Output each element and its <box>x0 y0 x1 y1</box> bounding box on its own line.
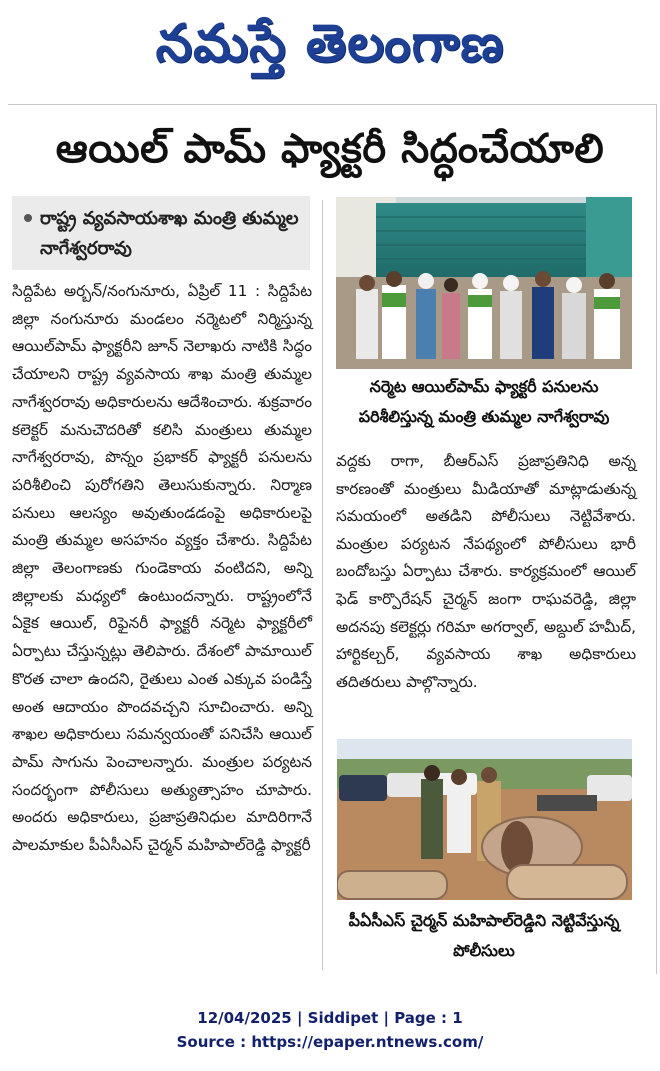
masthead-title: నమస్తే తెలంగాణ <box>155 13 505 74</box>
newspaper-masthead <box>0 0 660 100</box>
article-body-left-column <box>12 278 312 974</box>
bullet-icon <box>24 214 32 222</box>
page-footer <box>0 1006 660 1056</box>
article-headline: ఆయిల్ పామ్ ఫ్యాక్టరీ సిద్ధంచేయాలి <box>55 126 605 172</box>
factory-inspection-photo <box>336 197 632 369</box>
article-subdeck <box>12 196 310 270</box>
body-text-left: సిద్దిపేట అర్బన్/నంగునూరు, ఏప్రిల్ 11 : సిద్దిపేట జిల్లా నంగునూరు మండలం నర్మెటలో నిర్మిస్తున్న ఆయిల్‌పామ్ ఫ్యాక్టరీని జూన్ నెలాఖరు నాటికి సిద్ధం చేయాలని రాష్ట్ర వ్యవసాయ శాఖ మంత్రి తుమ్మల నాగేశ్వరరావు అధికారులను ఆదేశించారు. శుక్రవారం కలెక్టర్ మనుచౌదరితో కలిసి మంత్రులు తుమ్మల నాగేశ్వరరావు, పొన్నం ప్రభాకర్ ఫ్యాక్టరీ పనులను పరిశీలించి పురోగతిని తెలుసుకున్నారు. నిర్మాణ పనులు ఆలస్యం అవుతుండడంపై అధికారులపై మంత్రి తుమ్మల అసహనం వ్యక్తం చేశారు. సిద్దిపేట జిల్లా తెలంగాణకు గుండెకాయ వంటిదని, అన్ని జిల్లాలకు మధ్యలో ఉంటుందన్నారు. రాష్ట్రంలోనే ఏకైక ఆయిల్, రిఫైనరీ ఫ్యాక్టరీ నర్మెట ఫ్యాక్టరీలో ఏర్పాటు చేస్తున్నట్లు తెలిపారు. దేశంలో పామాయిల్ కొరత చాలా ఉందని, రైతులు ఎంత ఎక్కువ పండిస్తే అంత ఆదాయం పొందవచ్చని సూచించారు. అన్ని శాఖల అధికారులు సమన్వయంతో పనిచేసి ఆయిల్ పామ్ సాగును పెంచాలన్నారు. మంత్రుల పర్యటన సందర్భంగా పోలీసులు అత్యుత్సాహం చూపారు. అందరు అధికారులు, ప్రజాప్రతినిధుల మాదిరిగానే పాలమాకుల పీఏసీఎస్ చైర్మన్ మహిపాల్‌రెడ్డి ఫ్యాక్టరీ <box>12 282 313 855</box>
factory-inspection-image <box>336 197 632 369</box>
subdeck-text: రాష్ట్ర వ్యవసాయశాఖ మంత్రి తుమ్మల నాగేశ్వరరావు <box>40 208 299 259</box>
article-body-right-column <box>336 448 636 726</box>
clipping-border-right <box>656 104 657 974</box>
column-divider <box>322 200 323 970</box>
police-pushing-image <box>337 739 632 900</box>
police-pushing-photo <box>337 739 632 900</box>
masthead-rule <box>8 104 656 105</box>
photo1-caption: నర్మెట ఆయిల్‌పామ్ ఫ్యాక్టరీ పనులను పరిశీలిస్తున్న మంత్రి తుమ్మల నాగేశ్వరావు <box>358 377 610 426</box>
photo2-caption: పీఏసీఎస్ చైర్మన్ మహిపాల్‌రెడ్డిని నెట్టివేస్తున్న పోలీసులు <box>348 911 620 960</box>
source-link[interactable]: Source : https://epaper.ntnews.com/ <box>176 1033 484 1051</box>
body-text-right: వద్దకు రాగా, బీఆర్ఎస్ ప్రజాప్రతినిధి అన్న కారణంతో మంత్రులు మీడియాతో మాట్లాడుతున్న సమయంలో అతడిని పోలీసులు నెట్టివేశారు. మంత్రుల పర్యటన నేపథ్యంలో పోలీసులు భారీ బందోబస్తు ఏర్పాటు చేశారు. కార్యక్రమంలో ఆయిల్ ఫెడ్ కార్పొరేషన్ చైర్మన్ జంగా రాఘవరెడ్డి, జిల్లా అదనపు కలెక్టర్లు గరిమా అగర్వాల్, అబ్దుల్ హమీద్, హార్టికల్చర్, వ్యవసాయ శాఖ అధికారులు తదితరులు పాల్గొన్నారు. <box>336 452 636 691</box>
edition-meta: 12/04/2025 | Siddipet | Page : 1 <box>197 1009 463 1027</box>
